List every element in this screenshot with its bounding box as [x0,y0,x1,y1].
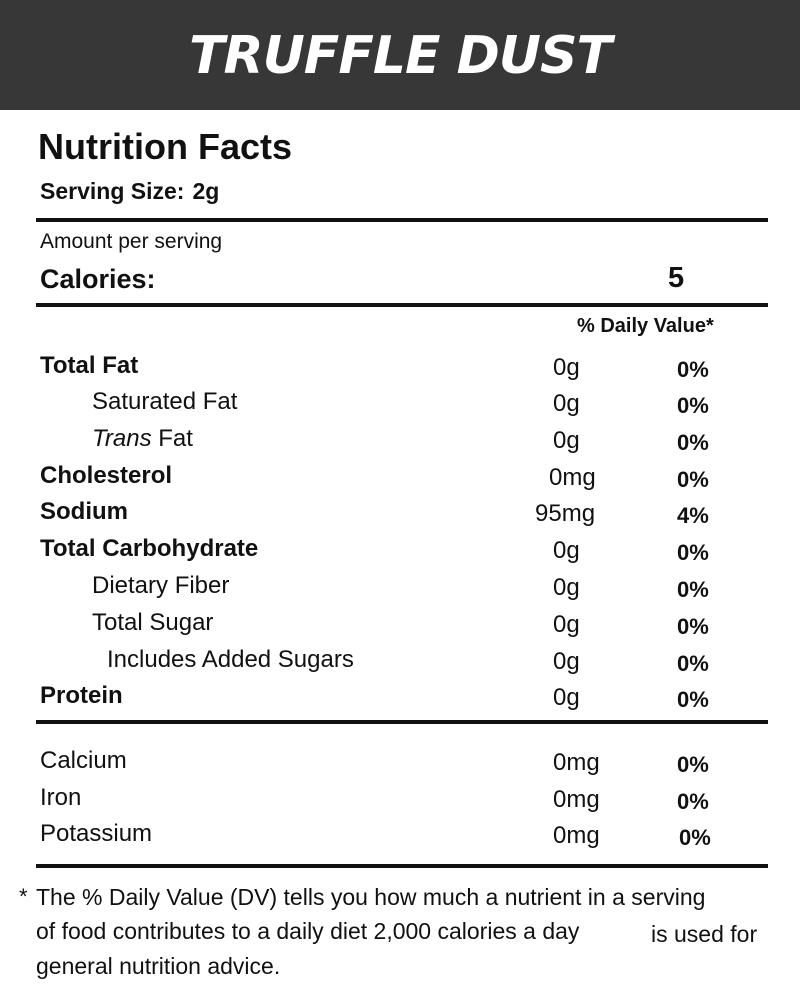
nutrition-facts-title: Nutrition Facts [38,126,293,167]
nutrient-amount: 95mg [535,500,596,527]
nutrient-amount: 0g [553,574,580,601]
footnote-line: The % Daily Value (DV) tells you how much a nutrient in a serving [36,884,706,910]
calories-label: Calories: [40,264,156,294]
nutrient-amount: 0g [553,427,580,454]
mineral-daily-value: 0% [677,789,709,814]
nutrient-daily-value: 0% [677,430,709,455]
mineral-name: Potassium [40,820,153,847]
nutrient-name-italic: Trans [92,425,152,452]
amount-per-serving: Amount per serving [40,230,223,253]
footnote-line: of food contributes to a daily diet 2,000 calories a day [36,918,580,944]
product-title: TRUFFLE DUST [189,26,611,86]
nutrient-daily-value: 0% [677,357,709,382]
nutrient-name: Cholesterol [40,462,173,489]
footnote-line: is used for [651,921,758,947]
serving-size-value: 2g [192,178,220,204]
serving-size-label: Serving Size: [40,178,185,204]
mineral-name: Iron [40,784,82,811]
nutrient-daily-value: 0% [677,577,709,602]
nutrient-amount: 0g [553,354,580,381]
nutrient-name: Saturated Fat [92,388,238,415]
mineral-daily-value: 0% [679,825,711,850]
mineral-daily-value: 0% [677,752,709,777]
nutrient-daily-value: 0% [677,540,709,565]
nutrient-daily-value: 0% [677,651,709,676]
nutrient-daily-value: 0% [677,467,709,492]
daily-value-header: % Daily Value* [577,315,714,337]
calories-value: 5 [668,262,685,294]
nutrient-daily-value: 0% [677,687,709,712]
footnote-line: general nutrition advice. [36,953,281,979]
nutrient-amount: 0g [553,648,580,675]
divider-thick [36,864,768,868]
nutrient-daily-value: 0% [677,614,709,639]
nutrient-amount: 0g [553,684,580,711]
nutrient-name: Total Sugar [92,609,214,636]
serving-size [40,178,219,205]
nutrient-amount: 0mg [549,464,596,491]
nutrient-name: Protein [40,682,123,709]
product-banner [0,0,800,110]
footnote-asterisk: * [19,884,28,909]
mineral-amount: 0mg [553,822,600,849]
nutrient-amount: 0g [553,611,580,638]
divider-thick [36,218,768,222]
nutrient-name: Dietary Fiber [92,572,230,599]
nutrient-daily-value: 0% [677,393,709,418]
divider-thick [36,303,768,307]
divider-thick [36,720,768,724]
mineral-amount: 0mg [553,749,600,776]
nutrient-amount: 0g [553,390,580,417]
nutrient-name [92,425,193,453]
nutrient-name-suffix: Fat [158,425,193,452]
nutrient-name: Includes Added Sugars [107,646,354,673]
nutrient-amount: 0g [553,537,580,564]
mineral-name: Calcium [40,747,127,774]
nutrient-name: Total Fat [40,352,139,379]
nutrient-name: Sodium [40,498,128,525]
mineral-amount: 0mg [553,786,600,813]
nutrient-daily-value: 4% [677,503,709,528]
nutrient-name: Total Carbohydrate [40,535,259,562]
